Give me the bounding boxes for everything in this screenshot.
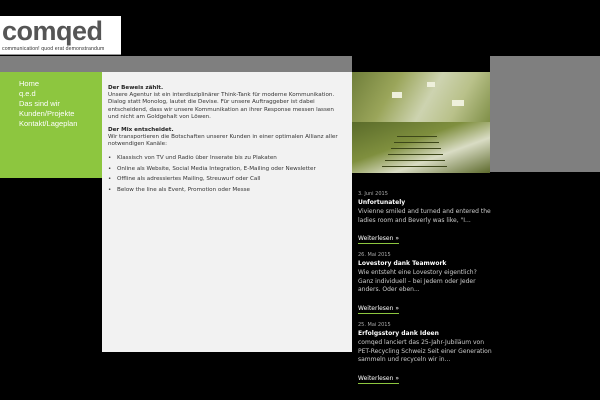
news-item [358,251,493,314]
header-band [0,56,352,72]
news-item [358,190,493,244]
news-excerpt: Vivienne smiled and turned and entered the ladies room and Beverly was like, "I... [358,208,491,224]
list-item: • Klassisch von TV und Radio über Inserate bis zu Plakaten [108,153,346,164]
list-item: • Below the line als Event, Promotion oder Messe [108,185,346,196]
news-title[interactable]: Unfortunately [358,199,406,206]
stairway-photo [352,122,490,173]
section-text: Unsere Agentur ist ein interdisziplinärer Think-Tank für moderne Kommunikation. Dialog statt Monolog, lautet die Devise. Für unsere Auftraggeber ist dabei entscheidend, dass wir unsere Kommunikation an ihrer Response messen lassen und nicht am Goldgehalt von Löwen. [108,92,335,121]
list-item: • Online als Website, Social Media Integration, E-Mailing oder Newsletter [108,164,346,175]
news-date: 3. Juni 2015 [358,191,388,197]
office-photo [352,72,490,122]
section-heading: Der Mix entscheidet. [108,126,174,133]
nav-item-das-sind-wir[interactable]: Das sind wir [19,99,60,108]
news-date: 25. Mai 2015 [358,321,391,328]
nav-item-home[interactable]: Home [19,79,40,88]
side-band [490,72,600,172]
news-list [358,190,493,391]
news-excerpt: comqed lanciert das 25-Jahr-Jubiläum von PET-Recycling Schweiz Seit einer Generation sammeln und recyceln wir in... [358,338,492,364]
section-text: Wir transportieren die Botschaften unserer Kunden in einer optimalen Allianz aller notwendigen Kanäle: [108,133,338,148]
main-navigation [0,72,102,178]
news-excerpt: Wie entsteht eine Lovestory eigentlich? Ganz individuell – bei Jedem oder Jeder anders. Oder eben... [358,269,477,294]
read-more-link[interactable]: Weiterlesen » [358,374,400,382]
logo-wordmark: comqed [2,16,103,46]
logo-tagline: communication! quod erat demonstrandum [2,46,105,52]
main-content [102,72,352,352]
nav-item-kontakt-lageplan[interactable]: Kontakt/Lageplan [19,119,78,128]
news-title[interactable]: Erfolgsstory dank Ideen [358,329,439,337]
nav-item-qed[interactable]: q.e.d [19,89,36,98]
list-item: • Offline als adressiertes Mailing, Streuwurf oder Call [108,174,346,185]
read-more-link[interactable]: Weiterlesen » [358,235,400,243]
news-title[interactable]: Lovestory dank Teamwork [358,260,447,268]
logo[interactable] [0,16,121,55]
section-heading: Der Beweis zählt. [108,85,164,91]
read-more-link[interactable]: Weiterlesen » [358,304,400,312]
header-band-right [490,56,600,72]
channel-list [108,153,346,195]
news-date: 26. Mai 2015 [358,252,391,259]
news-item [358,321,493,384]
nav-item-kunden-projekte[interactable]: Kunden/Projekte [19,109,75,118]
